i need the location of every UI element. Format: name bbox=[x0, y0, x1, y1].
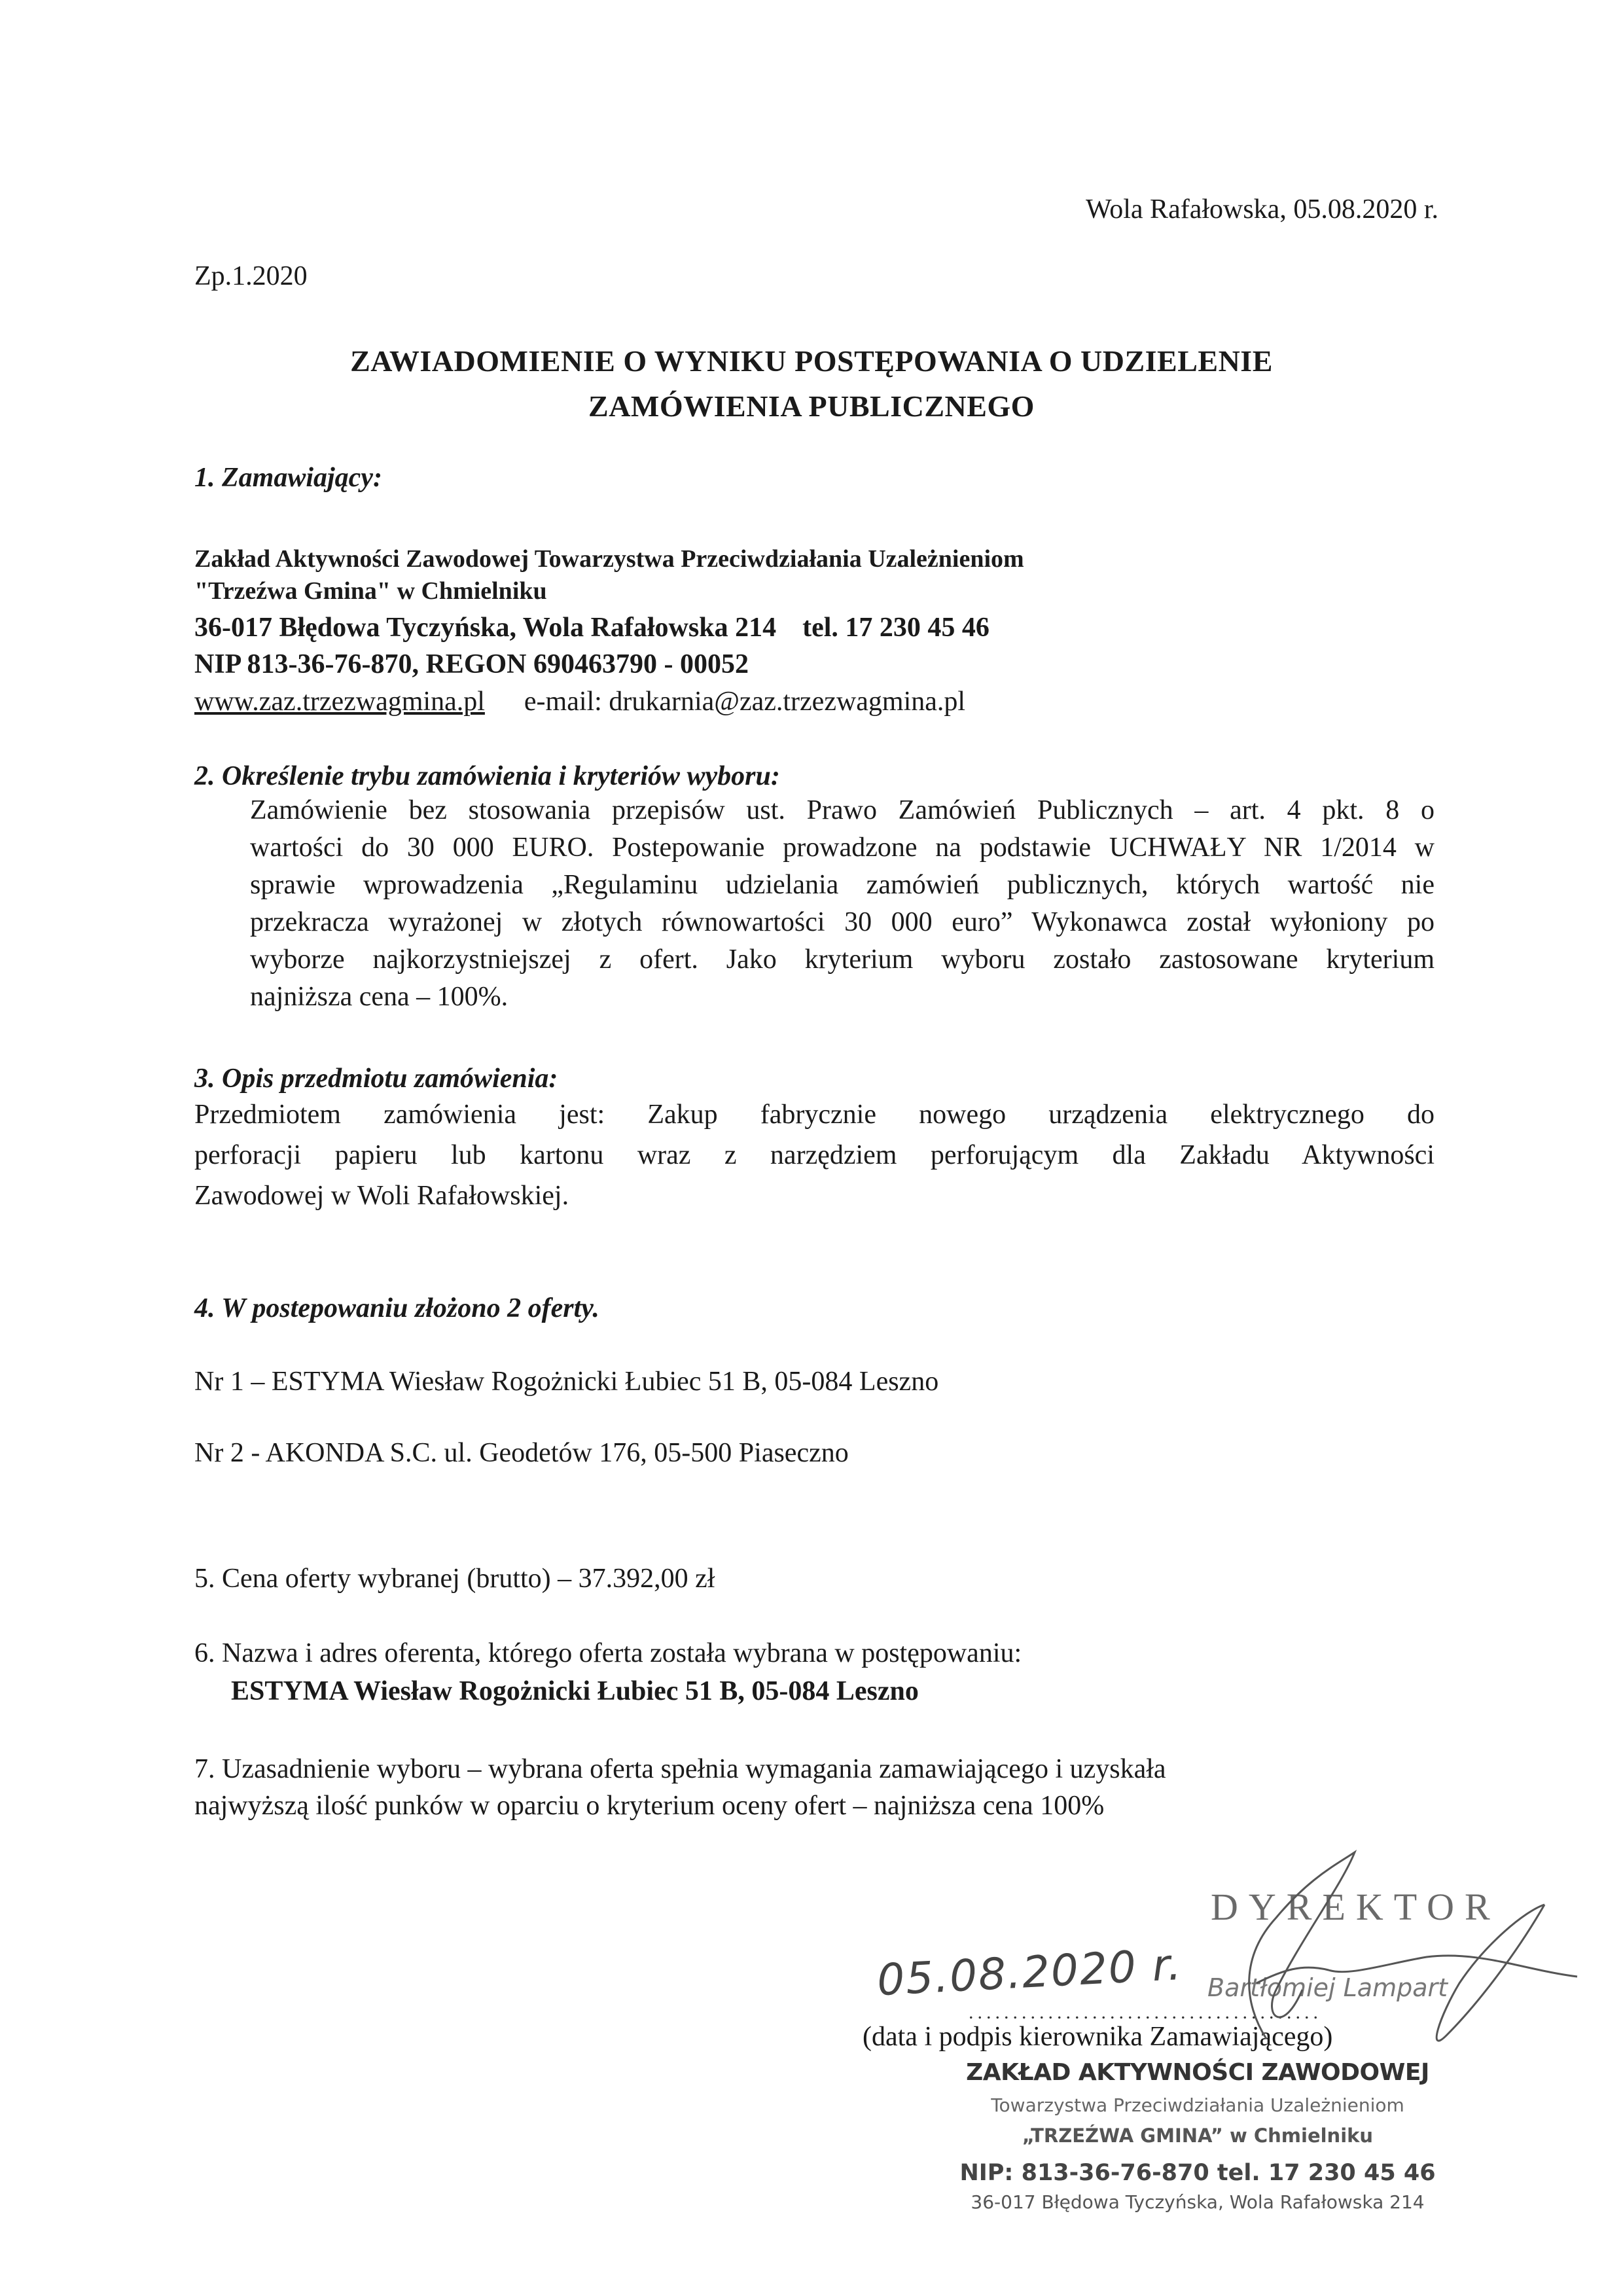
winning-offer: ESTYMA Wiesław Rogożnicki Łubiec 51 B, 05-084 Leszno bbox=[231, 1676, 919, 1706]
section6-text: 6. Nazwa i adres oferenta, którego oferta została wybrana w postępowaniu: bbox=[194, 1638, 1022, 1668]
signature-stroke bbox=[1249, 1852, 1355, 2039]
document-title-line2: ZAMÓWIENIA PUBLICZNEGO bbox=[588, 389, 1035, 423]
handwritten-date: 05.08.2020 r. bbox=[876, 1939, 1184, 2006]
stamp-line4: NIP: 813-36-76-870 tel. 17 230 45 46 bbox=[959, 2160, 1436, 2186]
website-link[interactable]: www.zaz.trzezwagmina.pl bbox=[194, 687, 485, 717]
section5-price: 5. Cena oferty wybranej (brutto) – 37.392,00 zł bbox=[194, 1564, 715, 1594]
section1-heading: 1. Zamawiający: bbox=[194, 463, 382, 493]
document-title-line1: ZAWIADOMIENIE O WYNIKU POSTĘPOWANIA O UDZIELENIE bbox=[350, 344, 1273, 378]
stamp-line3: „TRZEŹWA GMINA” w Chmielniku bbox=[1022, 2125, 1374, 2147]
reference-number: Zp.1.2020 bbox=[194, 261, 308, 291]
org-address: 36-017 Błędowa Tyczyńska, Wola Rafałowska 214 bbox=[194, 613, 777, 643]
section2-line: najniższa cena – 100%. bbox=[250, 982, 508, 1012]
section7-line1: 7. Uzasadnienie wyboru – wybrana oferta spełnia wymagania zamawiającego i uzyskała bbox=[194, 1754, 1166, 1784]
director-stamp: DYREKTOR bbox=[1211, 1886, 1501, 1928]
offer-2: Nr 2 - AKONDA S.C. ul. Geodetów 176, 05-500 Piaseczno bbox=[194, 1438, 849, 1468]
place-and-date: Wola Rafałowska, 05.08.2020 r. bbox=[1085, 194, 1438, 224]
stamp-line2: Towarzystwa Przeciwdziałania Uzależnieniom bbox=[991, 2094, 1404, 2116]
section2-line: wartości do 30 000 EURO. Postepowanie prowadzone na podstawie UCHWAŁY NR 1/2014 w bbox=[250, 833, 1435, 863]
signature-stroke bbox=[1257, 1956, 1577, 1983]
section3-heading: 3. Opis przedmiotu zamówienia: bbox=[194, 1064, 558, 1094]
section4-heading: 4. W postepowaniu złożono 2 oferty. bbox=[194, 1293, 599, 1323]
stamp-line5: 36-017 Błędowa Tyczyńska, Wola Rafałowska 214 bbox=[971, 2191, 1425, 2213]
section2-line: Zamówienie bez stosowania przepisów ust. Prawo Zamówień Publicznych – art. 4 pkt. 8 o bbox=[250, 795, 1435, 825]
stamp-line1: ZAKŁAD AKTYWNOŚCI ZAWODOWEJ bbox=[966, 2059, 1429, 2086]
org-name-line1: Zakład Aktywności Zawodowej Towarzystwa Przeciwdziałania Uzależnieniom bbox=[194, 545, 1024, 573]
section2-heading: 2. Określenie trybu zamówienia i kryteriów wyboru: bbox=[194, 761, 780, 791]
section3-line: perforacji papieru lub kartonu wraz z narzędziem perforującym dla Zakładu Aktywności bbox=[194, 1140, 1435, 1170]
section2-line: sprawie wprowadzenia „Regulaminu udzielania zamówień publicznych, których wartość nie bbox=[250, 870, 1435, 900]
section7-line2: najwyższą ilość punków w oparciu o kryterium oceny ofert – najniższa cena 100% bbox=[194, 1791, 1105, 1821]
section2-line: wyborze najkorzystniejszej z ofert. Jako kryterium wyboru zostało zastosowane kryterium bbox=[250, 944, 1435, 975]
org-ids: NIP 813-36-76-870, REGON 690463790 - 00052 bbox=[194, 649, 749, 679]
director-name-stamp: Bartłomiej Lampart bbox=[1207, 1973, 1448, 2002]
section3-line: Zawodowej w Woli Rafałowskiej. bbox=[194, 1181, 569, 1211]
signature-stroke bbox=[1436, 1905, 1544, 2041]
section2-line: przekracza wyrażonej w złotych równowartości 30 000 euro” Wykonawca został wyłoniony po bbox=[250, 907, 1435, 937]
signature-caption: (data i podpis kierownika Zamawiającego) bbox=[863, 2022, 1333, 2052]
offer-1: Nr 1 – ESTYMA Wiesław Rogożnicki Łubiec 51 B, 05-084 Leszno bbox=[194, 1367, 939, 1397]
signature-dotted-line: ........................................ bbox=[969, 2001, 1322, 2023]
email-address[interactable]: e-mail: drukarnia@zaz.trzezwagmina.pl bbox=[524, 687, 966, 717]
org-phone: tel. 17 230 45 46 bbox=[802, 613, 990, 643]
section3-line: Przedmiotem zamówienia jest: Zakup fabrycznie nowego urządzenia elektrycznego do bbox=[194, 1100, 1435, 1130]
org-name-line2: "Trzeźwa Gmina" w Chmielniku bbox=[194, 577, 547, 605]
